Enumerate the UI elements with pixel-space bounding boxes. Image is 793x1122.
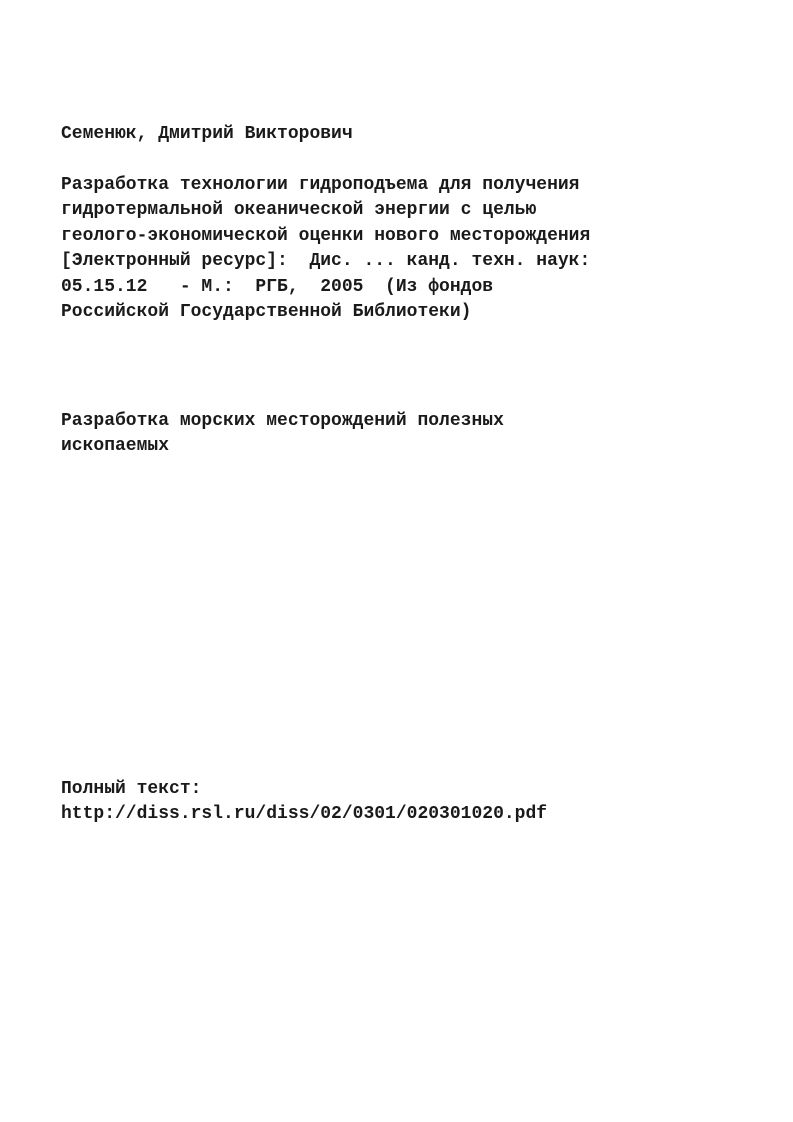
subject-line: ископаемых (61, 436, 170, 457)
subject-line: Разработка морских месторождений полезных (61, 411, 504, 431)
fulltext-link[interactable]: http://diss.rsl.ru/diss/02/0301/020301020.pdf (61, 804, 548, 824)
fulltext-label: Полный текст: (61, 779, 202, 799)
title-block (61, 173, 590, 325)
title-line: геолого-экономической оценки нового месторождения (61, 225, 591, 246)
subject-heading (61, 409, 504, 460)
title-line: гидротермальной океанической энергии с целью (61, 200, 537, 221)
title-line: 05.15.12 - М.: РГБ, 2005 (Из фондов (61, 276, 494, 297)
title-line: Разработка технологии гидроподъема для получения (61, 175, 580, 195)
title-line: Российской Государственной Библиотеки) (61, 302, 472, 323)
author-name: Семенюк, Дмитрий Викторович (61, 124, 353, 144)
title-line: [Электронный ресурс]: Дис. ... канд. техн. наук: (61, 251, 591, 272)
